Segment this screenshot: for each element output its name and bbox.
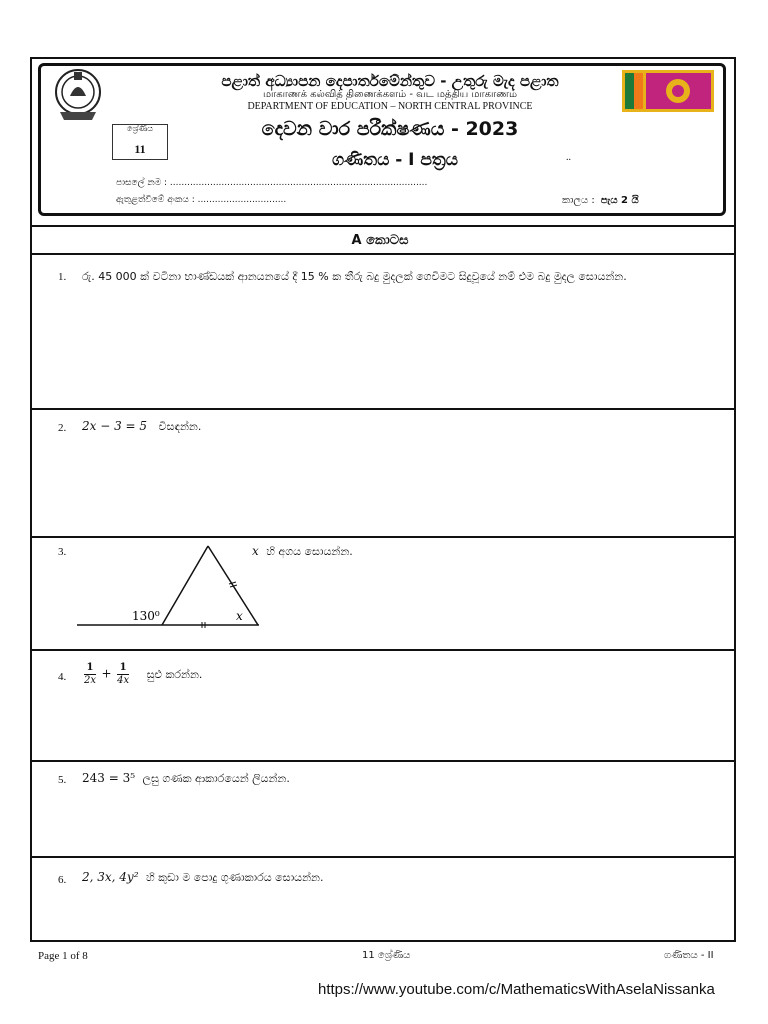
footer-grade: 11 ශ්‍රේණිය <box>362 950 411 961</box>
divider <box>31 856 735 858</box>
section-title: A කොටස <box>351 233 409 248</box>
angle-x-label: x <box>236 609 243 623</box>
question-math: 2, 3x, 4y² <box>82 870 139 884</box>
question-text: සුළු කරන්න. <box>146 667 203 681</box>
question-number: 4. <box>58 671 67 683</box>
question-text: රු. 45 000 ක් වටිනා භාණ්ඩයක් ආනයනයේ දී 15 % ක තීරු බදු මුදලක් ගෙවීමට සිදුවූයේ නම් එම බදු මුදල සොයන්න. <box>82 270 627 283</box>
school-name-field: පාසලේ නම : .......................................................................................... <box>116 178 428 188</box>
flag-icon <box>622 70 714 112</box>
question-number: 5. <box>58 774 67 786</box>
paper-title: ගණිතය - I පත්‍රය <box>332 150 458 170</box>
divider <box>31 760 735 762</box>
time-label: කාලය : <box>562 195 595 206</box>
question-content <box>82 771 290 786</box>
divider <box>31 649 735 651</box>
question-content <box>82 419 201 434</box>
fraction-numerator: 1 <box>84 662 96 675</box>
question-number: 6. <box>58 874 67 886</box>
emblem-icon <box>52 66 104 124</box>
question-text: හි කුඩා ම පොදු ගුණාකාරය සොයන්න. <box>146 871 324 884</box>
exam-title: දෙවන වාර පරීක්ෂණය - 2023 <box>261 118 519 140</box>
question-content <box>82 662 202 687</box>
question-number: 1. <box>58 271 67 283</box>
angle-label: 130⁰ <box>132 609 160 623</box>
fraction-denominator: 2x <box>84 675 97 686</box>
divider <box>31 225 735 227</box>
question-text: ලඝු ගණක ආකාරයෙන් ලියන්න. <box>142 772 290 785</box>
triangle-diagram <box>70 540 270 635</box>
question-text: විසඳන්න. <box>158 420 202 433</box>
page-number: Page 1 of 8 <box>38 950 88 962</box>
question-content <box>252 544 353 559</box>
header-dots: .. <box>566 152 571 163</box>
grade-label: ශ්‍රේණිය <box>127 124 153 133</box>
question-math: 2x − 3 = 5 <box>82 419 148 433</box>
youtube-url-link[interactable]: https://www.youtube.com/c/MathematicsWithAselaNissanka <box>318 981 715 998</box>
fraction <box>84 662 96 687</box>
question-math: 243 = 3⁵ <box>82 771 136 785</box>
tamil-department-title: மாகாணக் கல்வித் திணைக்களம் - வட மத்திய மாகாணம் <box>262 89 518 100</box>
divider <box>31 408 735 410</box>
fraction-numerator: 1 <box>117 662 129 675</box>
plus-sign: + <box>101 666 112 681</box>
fraction-denominator: 4x <box>117 675 130 686</box>
question-number: 2. <box>58 422 67 434</box>
time-field <box>562 195 639 206</box>
question-text: හි අගය සොයන්න. <box>266 545 353 558</box>
question-content <box>82 870 323 885</box>
footer-subject: ගණිතය - II <box>664 950 714 961</box>
question-number: 3. <box>58 546 67 558</box>
english-department-title: DEPARTMENT OF EDUCATION – NORTH CENTRAL PROVINCE <box>247 101 533 112</box>
time-value: පැය 2 යි <box>600 195 639 206</box>
grade-value: 11 <box>134 142 146 156</box>
question-math: x <box>252 544 259 558</box>
sinhala-department-title: පළාත් අධ්‍යාපන දෙපාර්තමේන්තුව - උතුරු මැද පළාත <box>221 72 559 90</box>
fraction <box>117 662 129 687</box>
divider <box>31 253 735 255</box>
divider <box>31 536 735 538</box>
index-number-field: ඇතුළත්වීමේ අංකය : ............................... <box>116 195 287 205</box>
